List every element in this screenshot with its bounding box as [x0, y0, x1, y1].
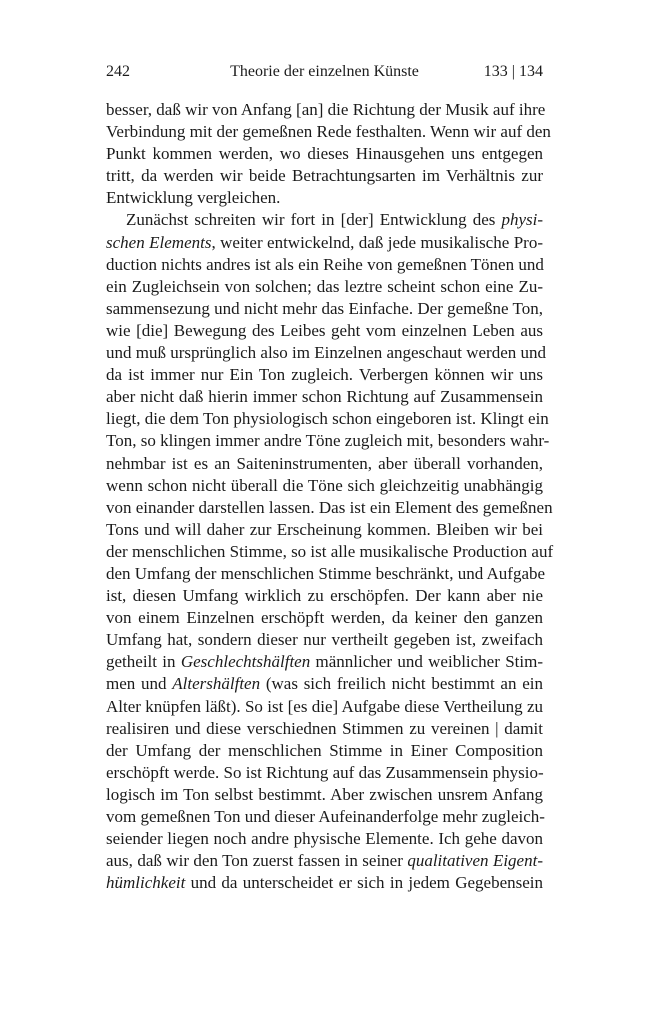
text-segment: der Umfang der menschlichen Stimme in Einer Composition: [106, 740, 543, 760]
text-segment: und da unterscheidet er sich in jedem Gegebensein: [185, 873, 543, 893]
text-segment: aus, daß wir den Ton zuerst fassen in seiner: [106, 851, 408, 871]
text-line: [106, 320, 543, 342]
text-segment: tritt, da werden wir beide Betrachtungsarten im Verhältnis zur: [106, 166, 543, 186]
text-segment: , weiter entwickelnd, daß jede musikalische Pro-: [211, 232, 543, 252]
text-line: [106, 629, 543, 651]
running-title: Theorie der einzelnen Künste: [230, 63, 419, 80]
text-line: [106, 762, 543, 784]
text-line: [106, 541, 554, 563]
text-segment: von einem Einzelnen erschöpft werden, da keiner den ganzen: [106, 608, 543, 628]
text-segment: männlicher und weiblicher Stim-: [310, 652, 543, 672]
text-segment: und muß ursprünglich also im Einzelnen angeschaut werden und: [106, 343, 546, 363]
text-segment: vom gemeßnen Ton und dieser Aufeinanderfolge mehr zugleich-: [106, 807, 545, 826]
text-segment: Zunächst schreiten wir fort in [der] Entwicklung des: [126, 210, 502, 230]
text-line: [106, 519, 543, 541]
text-line: [106, 408, 549, 430]
text-segment: Ton, so klingen immer andre Töne zugleich mit, besonders wahr-: [106, 431, 550, 451]
italic-text: schen Elements: [106, 232, 212, 252]
text-segment: (was sich freilich nicht bestimmt an ein: [260, 674, 543, 694]
text-segment: besser, daß wir von Anfang [an] die Richtung der Musik auf ihre: [106, 100, 546, 119]
text-segment: ist, diesen Umfang wirklich zu erschöpfen. Der kann aber nie: [106, 586, 543, 606]
text-segment: Punkt kommen werden, wo dieses Hinausgehen uns entgegen: [106, 144, 543, 164]
text-segment: da ist immer nur Ein Ton zugleich. Verbergen können wir uns: [106, 365, 543, 385]
text-segment: aber nicht daß hierin immer schon Richtung auf Zusammensein: [106, 387, 543, 407]
text-segment: logisch im Ton selbst bestimmt. Aber zwischen unsrem Anfang: [106, 784, 543, 804]
text-line: [106, 651, 543, 673]
paragraph: [106, 99, 551, 209]
text-line: [106, 872, 543, 894]
text-segment: der menschlichen Stimme, so ist alle musikalische Production auf: [106, 541, 554, 561]
text-line: [106, 254, 543, 276]
italic-text: qualitativen Eigent-: [407, 851, 543, 871]
text-line: [106, 850, 543, 872]
text-line: [106, 99, 546, 121]
text-line: [106, 276, 543, 298]
text-line: [106, 165, 543, 187]
text-segment: nehmbar ist es an Saiteninstrumenten, aber überall vorhanden,: [106, 453, 543, 473]
text-segment: erschöpft werde. So ist Richtung auf das Zusammensein physio-: [106, 762, 544, 782]
text-segment: sammensezung und nicht mehr das Einfache. Der gemeßne Ton,: [106, 298, 543, 318]
text-line: [106, 187, 543, 209]
text-line: [106, 430, 550, 452]
text-segment: wenn schon nicht überall die Töne sich gleichzeitig unabhängig: [106, 475, 543, 495]
text-line: [106, 607, 543, 629]
text-line: [106, 342, 546, 364]
text-line: [106, 298, 543, 320]
text-line: [106, 232, 543, 254]
italic-text: Geschlechtshälften: [180, 652, 311, 672]
text-segment: Umfang hat, sondern dieser nur vertheilt gegeben ist, zweifach: [106, 630, 543, 650]
text-line: [106, 696, 543, 718]
text-line: [106, 209, 543, 231]
text-line: [106, 475, 543, 497]
text-segment: duction nichts andres ist als ein Reihe von gemeßnen Tönen und: [106, 254, 544, 274]
text-line: [106, 806, 543, 828]
text-segment: den Umfang der menschlichen Stimme beschränkt, und Aufgabe: [106, 563, 546, 583]
text-segment: von einander darstellen lassen. Das ist ein Element des gemeßnen: [106, 497, 553, 517]
text-line: [106, 143, 543, 165]
text-segment: getheilt in: [106, 652, 181, 672]
text-line: [106, 718, 543, 740]
running-header: [106, 60, 543, 84]
page-reference: 133 | 134: [483, 63, 543, 80]
text-segment: wie [die] Bewegung des Leibes geht vom einzelnen Leben aus: [106, 320, 543, 340]
text-segment: realisiren und diese verschiednen Stimmen zu vereinen | damit: [106, 718, 543, 738]
paragraph: [106, 209, 554, 894]
text-segment: Entwicklung vergleichen.: [106, 188, 281, 208]
text-segment: men und: [106, 674, 173, 694]
text-line: [106, 585, 543, 607]
page-number: 242: [106, 63, 130, 80]
text-line: [106, 740, 543, 762]
text-line: [106, 673, 543, 695]
text-line: [106, 497, 553, 519]
text-line: [106, 121, 551, 143]
body-text: [106, 99, 554, 894]
italic-text: hümlichkeit: [106, 873, 186, 893]
text-line: [106, 563, 546, 585]
text-segment: ein Zugleichsein von solchen; das leztre scheint schon eine Zu-: [106, 276, 543, 296]
text-segment: Tons und will daher zur Erscheinung kommen. Bleiben wir bei: [106, 519, 543, 539]
text-line: [106, 784, 543, 806]
text-line: [106, 828, 543, 850]
text-line: [106, 453, 543, 475]
italic-text: physi-: [501, 210, 543, 230]
text-segment: liegt, die dem Ton physiologisch schon eingeboren ist. Klingt ein: [106, 409, 549, 429]
text-segment: seiender liegen noch andre physische Elemente. Ich gehe davon: [106, 829, 543, 849]
text-segment: Alter knüpfen läßt). So ist [es die] Aufgabe diese Vertheilung zu: [106, 696, 543, 716]
text-segment: Verbindung mit der gemeßnen Rede festhalten. Wenn wir auf den: [106, 122, 551, 142]
text-line: [106, 386, 543, 408]
text-line: [106, 364, 543, 386]
italic-text: Altershälften: [172, 674, 261, 694]
